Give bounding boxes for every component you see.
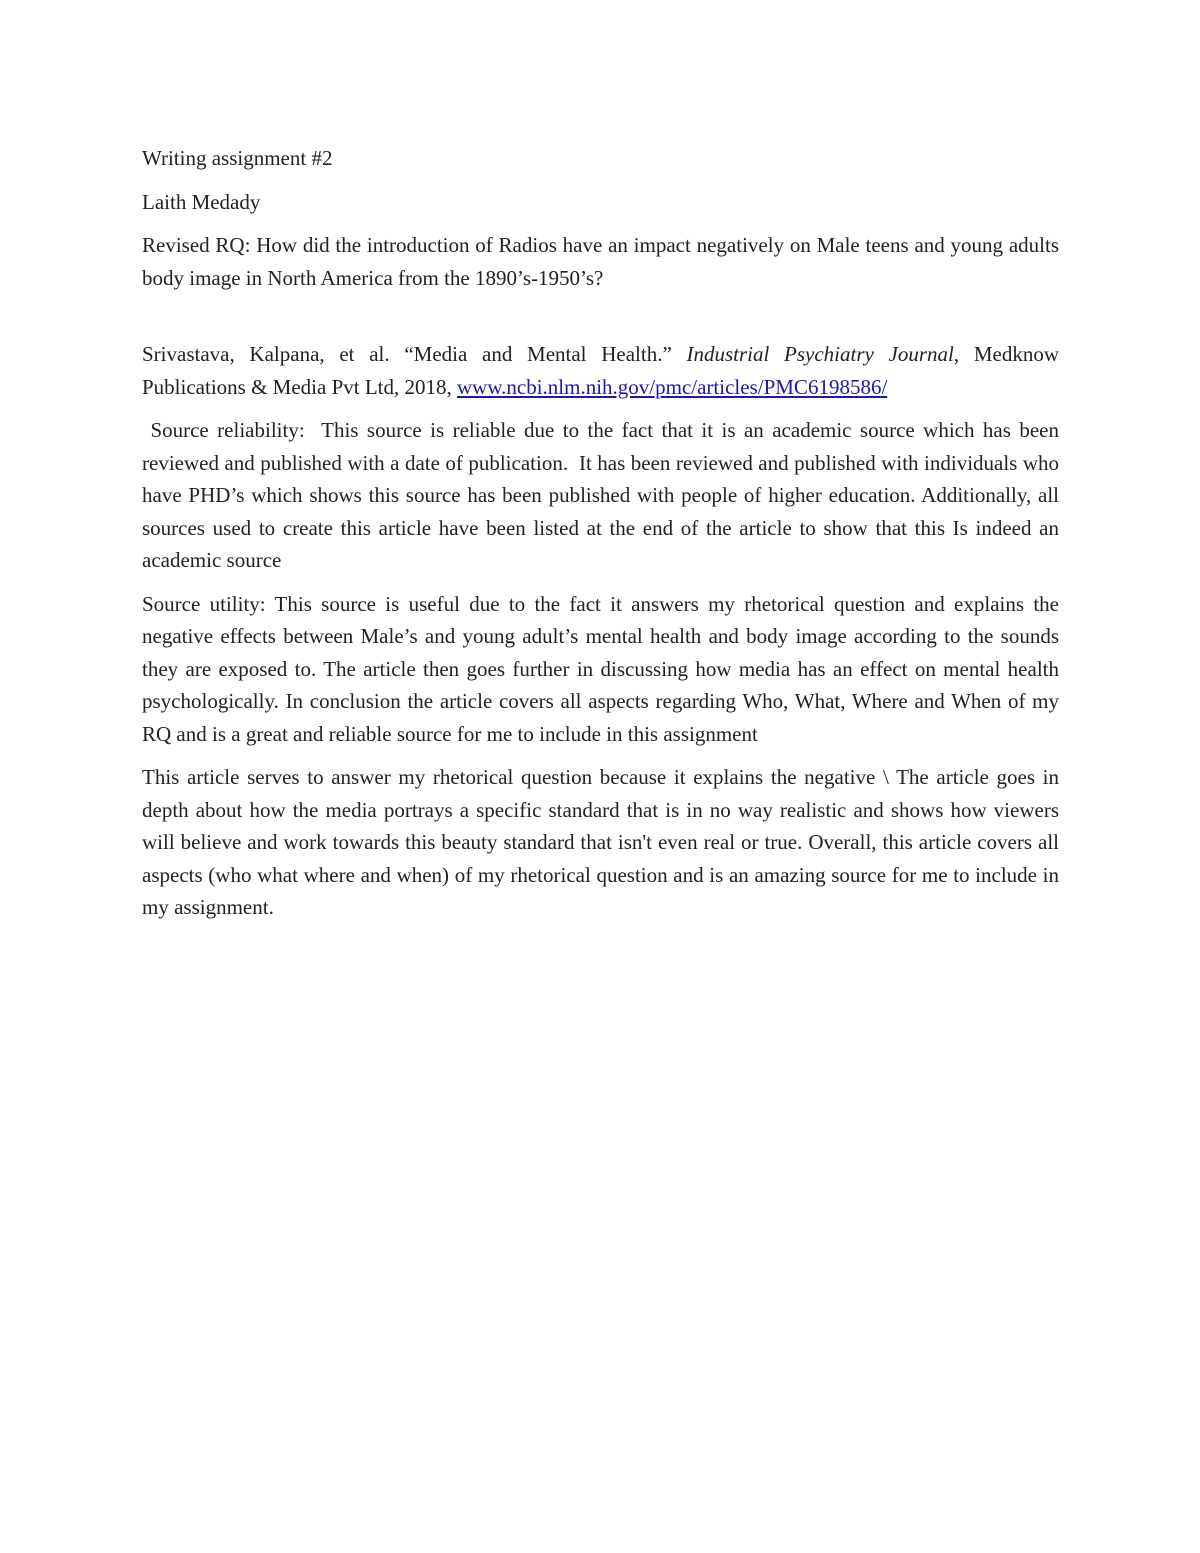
spacer [142,218,1059,229]
document-page [142,142,1065,924]
spacer [142,294,1059,338]
spacer [142,403,1059,414]
author-name: Laith Medady [142,189,261,214]
summary-paragraph: This article serves to answer my rhetorical question because it explains the negative \ The article goes in depth about how the media portrays a specific standard that is in no way realistic and shows how viewers will believe and work towards this beauty standard that isn't even real or true. Overall, this article covers all aspects (who what where and when) of my rhetorical question and is an amazing source for me to include in my assignment. [142,765,1059,919]
spacer [142,175,1059,186]
document-title: Writing assignment #2 [142,146,333,170]
citation-journal: Industrial Psychiatry Journal [686,342,954,366]
citation-url-link[interactable]: www.ncbi.nlm.nih.gov/pmc/articles/PMC6198586/ [457,374,888,399]
spacer [142,577,1059,588]
utility-paragraph: Source utility: This source is useful due to the fact it answers my rhetorical question and explains the negative effects between Male’s and young adult’s mental health and body image according to the sounds they are exposed to. The article then goes further in discussing how media has an effect on mental health psychologically. In conclusion the article covers all aspects regarding Who, What, Where and When of my RQ and is a great and reliable source for me to include in this assignment [142,591,1059,746]
citation-publisher: , Medknow Publications & Media Pvt Ltd, 2018, [142,342,1059,399]
citation-authors-title: Srivastava, Kalpana, et al. “Media and Mental Health.” [142,342,672,366]
reliability-paragraph: Source reliability: This source is reliable due to the fact that it is an academic source which has been reviewed and published with a date of publication. It has been reviewed and published with individuals who have PHD’s which shows this source has been published with people of higher education. Additionally, all sources used to create this article have been listed at the end of the article to show that this Is indeed an academic source [142,418,1065,572]
research-question: Revised RQ: How did the introduction of Radios have an impact negatively on Male teens and young adults body image in North America from the 1890’s-1950’s? [142,233,1059,290]
citation [142,338,1059,403]
spacer [142,750,1059,761]
